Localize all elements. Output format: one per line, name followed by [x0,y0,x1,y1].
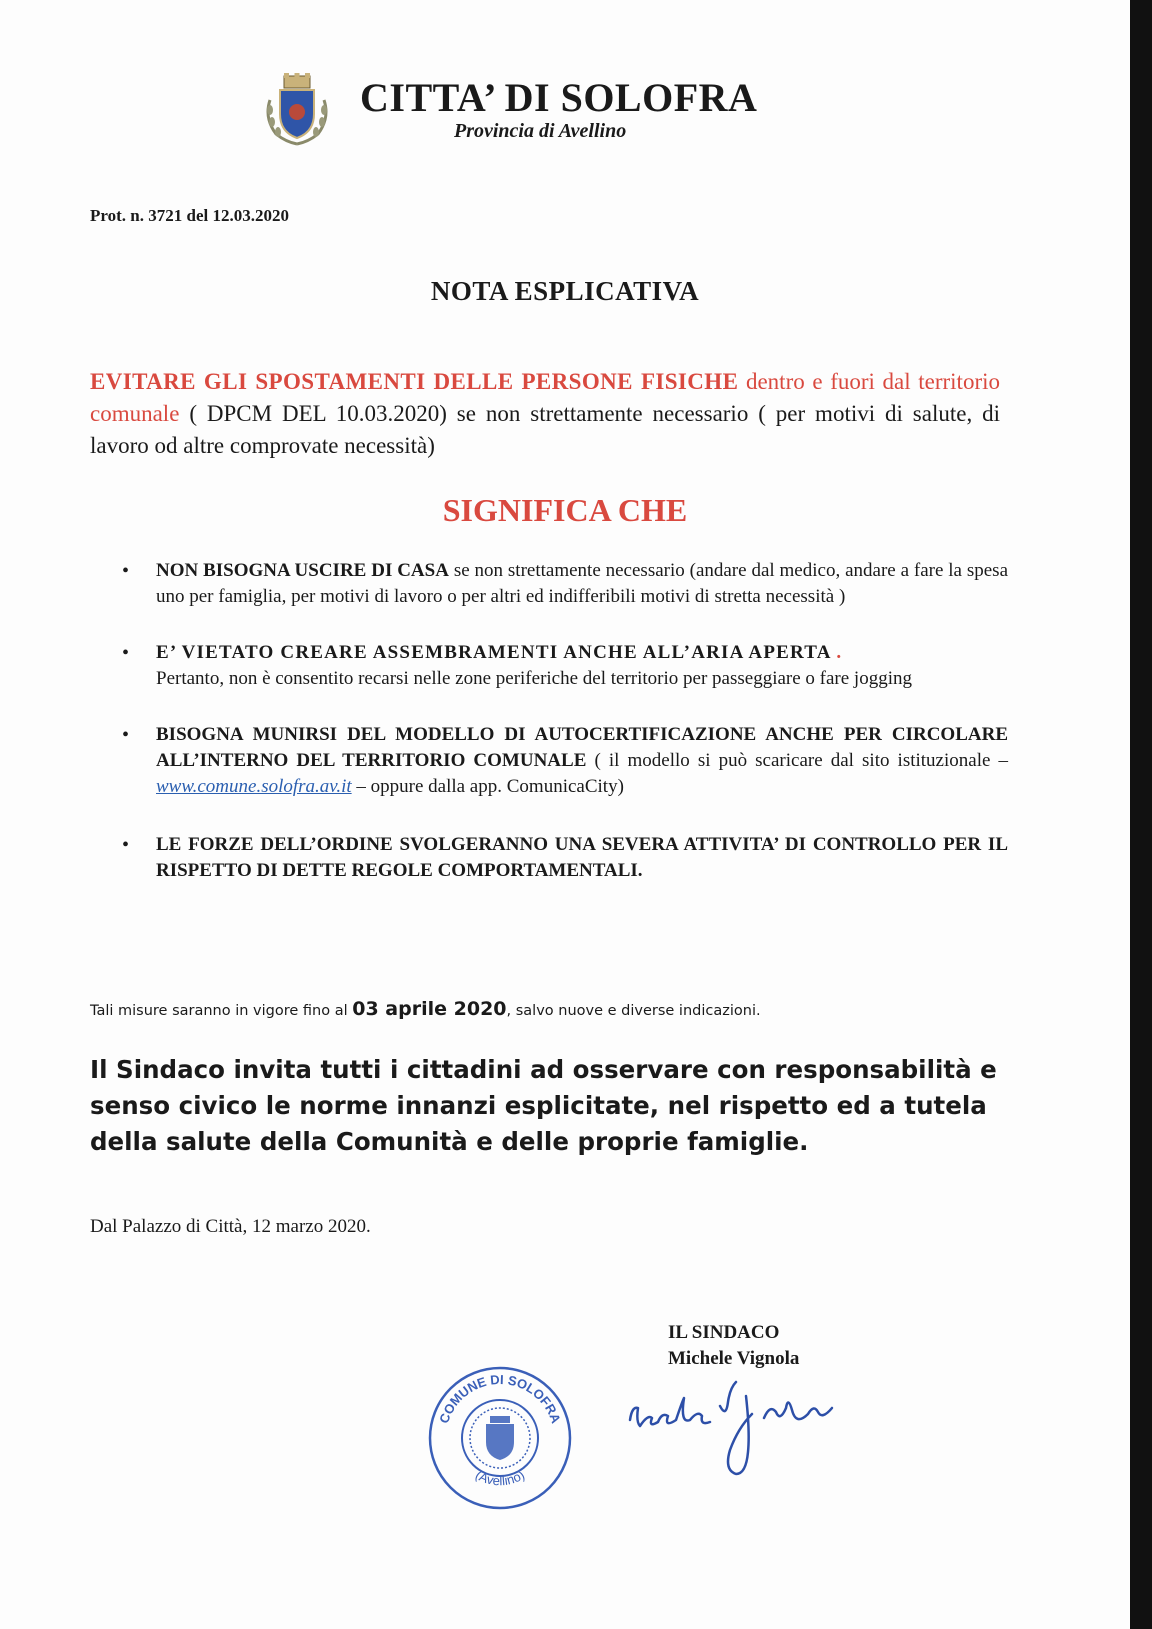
letterhead [0,70,1130,150]
bullet-icon: • [122,642,130,664]
document-title: NOTA ESPLICATIVA [430,276,700,306]
city-title: CITTA’ DI SOLOFRA [360,75,758,120]
bullet-icon: • [122,560,130,582]
municipal-stamp-icon [424,1362,576,1514]
validity-date: 03 aprile 2020 [352,998,507,1020]
scan-edge-bar [1130,0,1152,1629]
intro-red-heading: EVITARE GLI SPOSTAMENTI DELLE PERSONE FISICHE [90,369,739,394]
list-item [120,558,1008,610]
intro-paragraph [90,366,1000,462]
intro-red-text: dentro e fuori dal territorio comunale [90,369,1001,426]
mayor-appeal: Il Sindaco invita tutti i cittadini ad osservare con responsabilità e senso civico le norme innanzi esplicitate, nel rispetto ed a tutela della salute della Comunità e delle proprie famiglie. [90,1055,997,1156]
validity-note [90,998,761,1020]
list-item-bold: BISOGNA MUNIRSI DEL MODELLO DI AUTOCERTIFICAZIONE ANCHE PER CIRCOLARE ALL’INTERNO DEL TERRITORIO COMUNALE [156,724,1008,771]
intro-text: ( DPCM DEL 10.03.2020) se non strettamente necessario ( per motivi di salute, di lavoro od altre comprovate necessità) [90,401,1000,458]
list-item-text: ( il modello si può scaricare dal sito istituzionale – [594,750,1008,771]
province-subtitle: Provincia di Avellino [454,120,627,142]
list-item-bold: NON BISOGNA USCIRE DI CASA [156,560,449,581]
list-item-bold: E’ VIETATO CREARE ASSEMBRAMENTI ANCHE ALL’ARIA APERTA [156,642,832,663]
list-item-text: se non strettamente necessario (andare dal medico, andare a fare la spesa uno per famiglia, per motivi di lavoro o per altri ed indifferibili motivi di stretta necessità ) [156,560,1009,607]
bullet-icon: • [122,834,130,856]
website-link[interactable]: www.comune.solofra.av.it [156,776,352,797]
protocol-number: Prot. n. 3721 del 12.03.2020 [90,206,289,225]
list-item [120,640,1008,692]
list-item [120,722,1008,800]
rules-list [120,558,1008,884]
bullet-icon: • [122,724,130,746]
place-date: Dal Palazzo di Città, 12 marzo 2020. [90,1216,371,1237]
svg-text:(Avellino): (Avellino) [472,1467,528,1489]
validity-note-text: Tali misure saranno in vigore fino al [90,1003,348,1019]
list-item-bold: LE FORZE DELL’ORDINE SVOLGERANNO UNA SEVERA ATTIVITA’ DI CONTROLLO PER IL RISPETTO DI DETTE REGOLE COMPORTAMENTALI. [156,834,1008,881]
validity-note-text: , salvo nuove e diverse indicazioni. [506,1003,761,1019]
handwritten-signature-icon [618,1342,898,1492]
list-item-red-dot: . [836,642,842,663]
svg-text:COMUNE DI SOLOFRA: COMUNE DI SOLOFRA [436,1371,564,1426]
signatory-role: IL SINDACO [668,1322,780,1343]
list-item [120,832,1008,884]
city-crest-icon [258,70,336,148]
section-heading: SIGNIFICA CHE [442,492,688,528]
list-item-text: Pertanto, non è consentito recarsi nelle zone periferiche del territorio per passeggiare o fare jogging [156,668,912,689]
list-item-text: – oppure dalla app. ComunicaCity) [356,776,624,797]
signatory-name: Michele Vignola [668,1348,800,1369]
